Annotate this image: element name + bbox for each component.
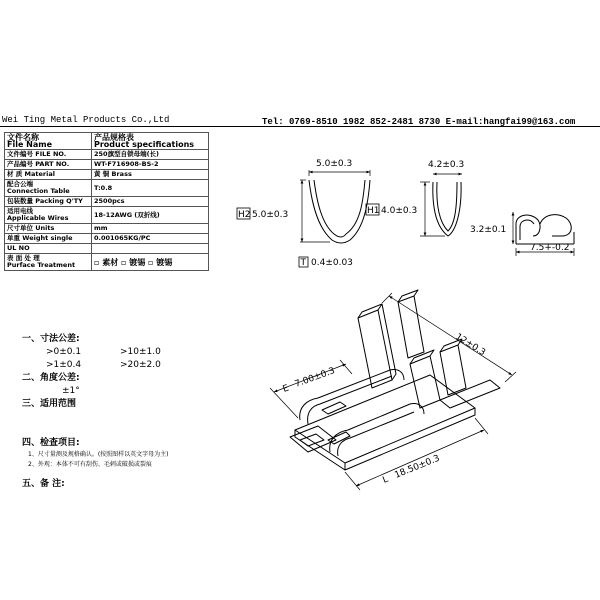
- material-label: 材 质 Material: [5, 170, 92, 180]
- top-width-dim: 5.0±0.3: [316, 159, 353, 169]
- u-outer-profile: [309, 180, 370, 243]
- l-label: L: [381, 474, 390, 486]
- part-no-label: 产品编号 PART NO.: [5, 160, 92, 170]
- tolerance-value: >20±2.0: [120, 360, 161, 370]
- tolerance-title: 一、寸法公差:: [22, 334, 80, 344]
- part-no-value: WT-F716908-BS-2: [92, 160, 209, 170]
- file-name-value-en: Product specifications: [94, 140, 195, 149]
- file-no-label: 文件编号 FILE NO.: [5, 150, 92, 160]
- crimp-wing-left: [410, 356, 440, 408]
- angle-title: 二、角度公差:: [22, 373, 80, 383]
- e-label: E: [281, 383, 291, 395]
- remarks-title: 五、备 注:: [22, 479, 65, 489]
- material-value: 黄 铜 Brass: [92, 170, 209, 180]
- rear-wing-right: [398, 296, 424, 358]
- h1-label: H1: [367, 206, 380, 216]
- h2-dim: 5.0±0.3: [252, 210, 289, 220]
- tolerance-value: >1±0.4: [46, 360, 82, 370]
- crimp-wing-right: [440, 345, 466, 395]
- packing-label: 包装数量 Packing Q'TY: [5, 197, 92, 207]
- side-width-dim: 4.2±0.3: [428, 160, 465, 170]
- h2-label: H2: [238, 210, 251, 220]
- units-label: 尺寸单位 Units: [5, 224, 92, 234]
- lock-width-dim: 7.5+-0.2: [530, 243, 570, 253]
- front-view: [300, 170, 370, 243]
- e-dim: 7.00±0.3: [293, 366, 337, 390]
- range-title: 三、适用范围: [22, 399, 77, 409]
- surface-value: ▫ 素材 ▫ 镀锡 ▫ 镀锡: [92, 254, 209, 271]
- packing-value: 2500pcs: [92, 197, 209, 207]
- file-name-label-cn: 文件名称: [7, 133, 39, 142]
- wires-label-en: Applicable Wires: [7, 214, 69, 222]
- connection-label-en: Connection Table: [7, 187, 70, 195]
- weight-value: 0.001065KG/PC: [92, 234, 209, 244]
- company-name: Wei Ting Metal Products Co.,Ltd: [2, 115, 170, 125]
- file-name-label-en: File Name: [7, 140, 53, 149]
- lock-slot: [322, 402, 346, 414]
- lock-profile: [516, 215, 574, 244]
- inspection-title: 四、检查项目:: [22, 438, 80, 448]
- side-view: [420, 174, 462, 236]
- length-12-dim: 12±0.3: [453, 332, 487, 359]
- inspection-item: 1、尺寸量测及规格确认。(按照图样以英文字母为主): [28, 451, 169, 458]
- ul-no-label: UL NO: [5, 244, 92, 254]
- inspection-item: 2、外观：本体不可有刮伤、毛刺或破损或裂痕: [28, 461, 152, 468]
- surface-label-cn: 表 面 处 理: [7, 254, 40, 262]
- right-lock-curl: [330, 403, 424, 452]
- contact-info: Tel: 0769-8510 1982 852-2481 8730 E-mail:hangfai99@163.com: [262, 117, 576, 127]
- t-dim: 0.4±0.03: [311, 258, 353, 268]
- wires-value: 18-12AWG (双折线): [92, 207, 209, 224]
- tolerance-value: >0±0.1: [46, 347, 82, 357]
- file-name-value-cn: 产品规格表: [94, 133, 134, 142]
- u-inner-profile: [314, 180, 365, 237]
- units-value: mm: [92, 224, 209, 234]
- lock-height-dim: 3.2±0.1: [470, 225, 507, 235]
- h1-dim: 4.0±0.3: [381, 206, 418, 216]
- t-label: T: [300, 258, 306, 268]
- connection-label-cn: 配合公端: [7, 180, 33, 188]
- weight-label: 单重 Weight single: [5, 234, 92, 244]
- angle-value: ±1°: [62, 386, 80, 396]
- l-dim: 18.50±0.3: [393, 453, 442, 481]
- connection-value: T:0.8: [92, 180, 209, 197]
- surface-label-en: Purface Treatment: [7, 261, 76, 269]
- tolerance-value: >10±1.0: [120, 347, 161, 357]
- base-plate: [295, 375, 475, 463]
- file-no-value: 250旗型自锁母端(长): [92, 150, 209, 160]
- wires-label-cn: 适用电线: [7, 207, 33, 215]
